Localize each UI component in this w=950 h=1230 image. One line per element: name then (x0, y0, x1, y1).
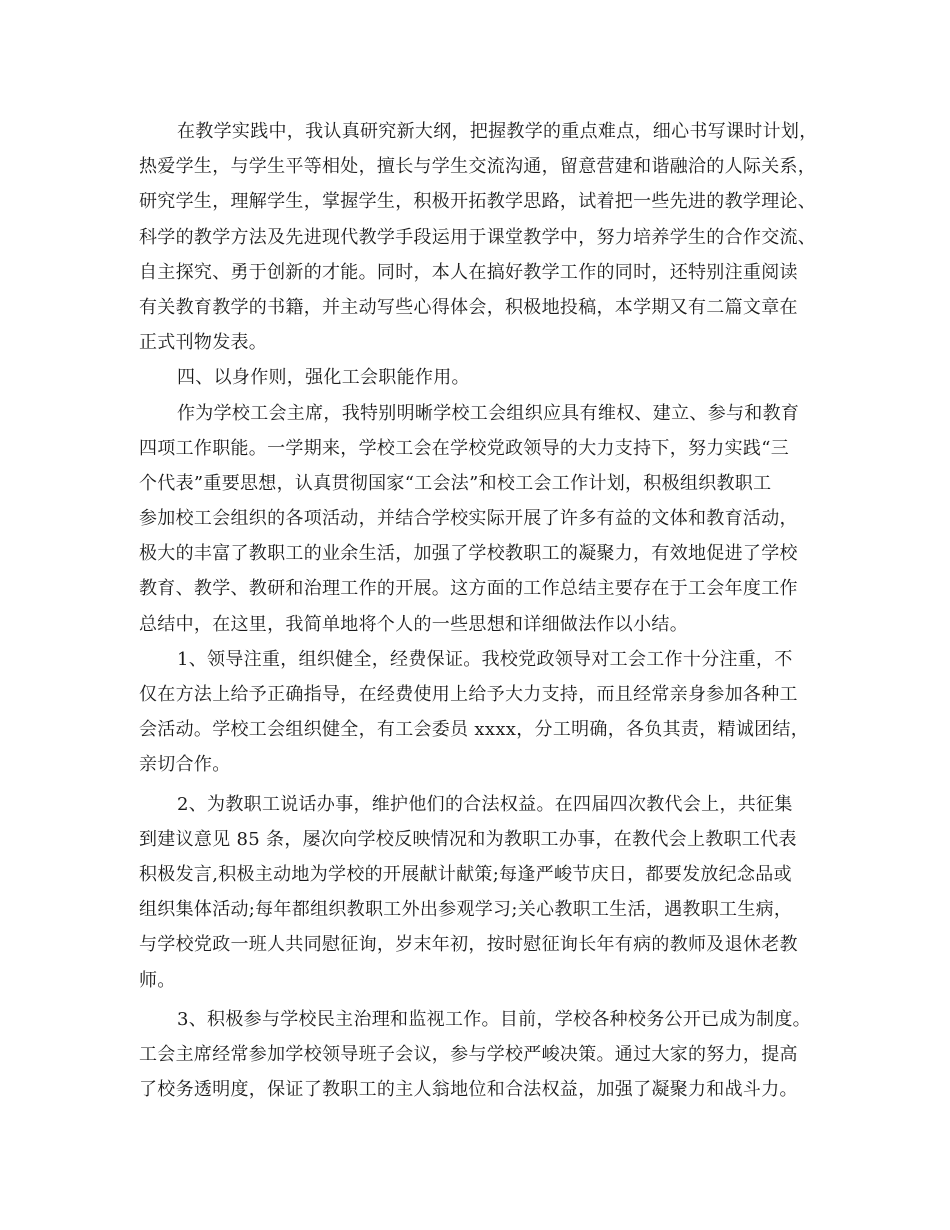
text-line: 科学的教学方法及先进现代教学手段运用于课堂教学中，努力培养学生的合作交流、 (139, 226, 817, 248)
text-line: 四项工作职能。一学期来，学校工会在学校党政领导的大力支持下，努力实践“三 (139, 437, 789, 459)
text-line: 到建议意见 85 条，屡次向学校反映情况和为教职工办事，在教代会上教职工代表 (139, 828, 797, 850)
text-line: 研究学生，理解学生，掌握学生，积极开拓教学思路，试着把一些先进的教学理论、 (139, 191, 817, 213)
section-heading: 四、以身作则，强化工会职能作用。 (177, 367, 470, 389)
text-line: 正式刊物发表。 (139, 332, 268, 354)
text-line: 仅在方法上给予正确指导，在经费使用上给予大力支持，而且经常亲身参加各种工 (139, 684, 798, 705)
text-line: 极大的丰富了教职工的业余生活，加强了学校教职工的凝聚力，有效地促进了学校 (139, 543, 798, 565)
document-body (139, 114, 829, 1107)
text-line: 亲切合作。 (139, 754, 231, 776)
text-line: 自主探究、勇于创新的才能。同时，本人在搞好教学工作的同时，还特别注重阅读 (139, 261, 798, 283)
paragraph-item-1 (139, 642, 829, 783)
text-line: 3、积极参与学校民主治理和监视工作。目前，学校各种校务公开已成为制度。 (177, 1008, 811, 1030)
text-line: 总结中，在这里，我简单地将个人的一些思想和详细做法作以小结。 (139, 613, 688, 635)
text-line: 会活动。学校工会组织健全，有工会委员 xxxx，分工明确，各负其责，精诚团结， (139, 719, 810, 741)
text-line: 个代表”重要思想，认真贯彻国家“工会法”和校工会工作计划，积极组织教职工 (139, 472, 772, 494)
text-line: 工会主席经常参加学校领导班子会议，参与学校严峻决策。通过大家的努力，提高 (139, 1043, 798, 1065)
text-line: 与学校党政一班人共同慰征询，岁末年初，按时慰征询长年有病的教师及退休老教 (139, 934, 798, 956)
paragraph-item-2 (139, 787, 829, 998)
section-heading-union-role (139, 360, 829, 395)
text-line: 1、领导注重，组织健全，经费保证。我校党政领导对工会工作十分注重，不 (177, 648, 793, 670)
paragraph-union-chair (139, 396, 829, 642)
text-line: 在教学实践中，我认真研究新大纲，把握教学的重点难点，细心书写课时计划， (177, 121, 818, 142)
paragraph-item-3 (139, 1002, 829, 1108)
text-line: 师。 (139, 969, 176, 991)
text-line: 了校务透明度，保证了教职工的主人翁地位和合法权益，加强了凝聚力和战斗力。 (139, 1079, 798, 1101)
paragraph-teaching-practice (139, 114, 829, 360)
text-line: 热爱学生，与学生平等相处，擅长与学生交流沟通，留意营建和谐融洽的人际关系， (139, 156, 817, 178)
text-line: 组织集体活动;每年都组织教职工外出参观学习;关心教职工生活，遇教职工生病， (139, 899, 793, 921)
text-line: 积极发言,积极主动地为学校的开展献计献策;每逢严峻节庆日，都要发放纪念品或 (139, 863, 792, 885)
text-line: 有关教育教学的书籍，并主动写些心得体会，积极地投稿，本学期又有二篇文章在 (139, 296, 798, 318)
text-line: 2、为教职工说话办事，维护他们的合法权益。在四届四次教代会上，共征集 (177, 793, 793, 815)
text-line: 参加校工会组织的各项活动，并结合学校实际开展了许多有益的文体和教育活动， (139, 508, 798, 530)
text-line: 作为学校工会主席，我特别明晰学校工会组织应具有维权、建立、参与和教育 (177, 402, 800, 424)
text-line: 教育、教学、教研和治理工作的开展。这方面的工作总结主要存在于工会年度工作 (139, 578, 798, 600)
